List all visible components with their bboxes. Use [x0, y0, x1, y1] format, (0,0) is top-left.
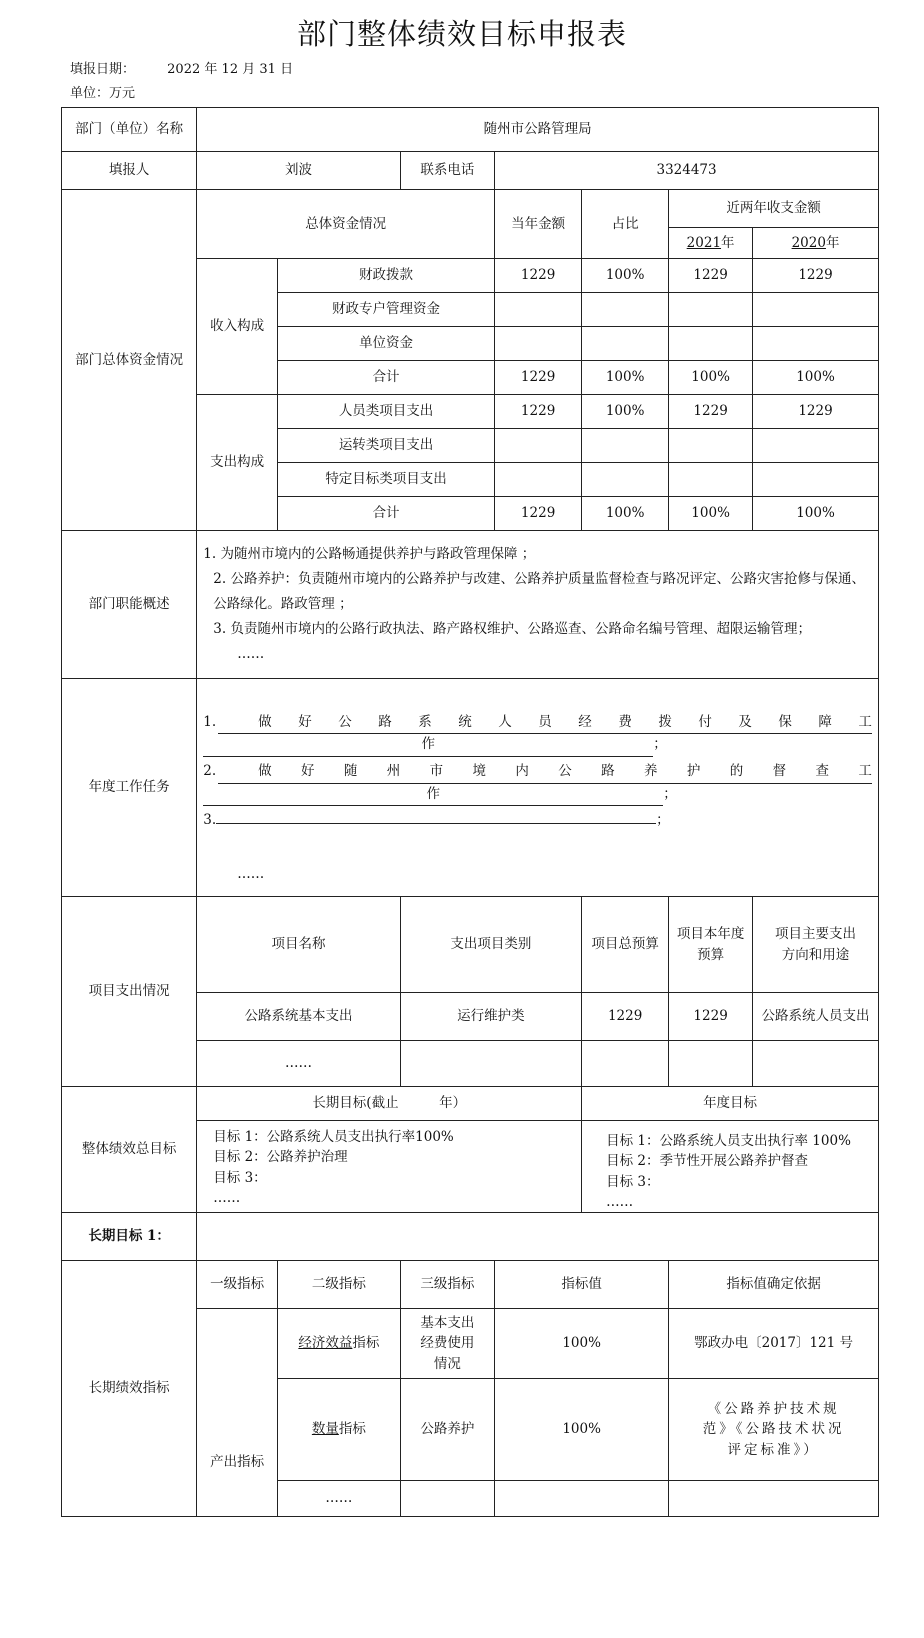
duty-line: 2. 公路养护：负责随州市境内的公路养护与改建、公路养护质量监督检查与路况评定、公路灾害抢修与保通、公路绿化。路政管理 ； [213, 571, 865, 613]
indicator-basis: 鄂政办电〔2017〕121 号 [669, 1309, 879, 1379]
income-name: 合计 [278, 361, 495, 395]
long-goal-value [197, 1213, 879, 1261]
fill-date-day-unit: 日 [280, 62, 294, 77]
expense-y1: 100% [669, 497, 753, 531]
expense-y2 [753, 429, 879, 463]
expense-name: 运转类项目支出 [278, 429, 495, 463]
expense-ratio: 100% [582, 395, 669, 429]
funds-year-b: 2020年 [753, 228, 879, 259]
year-goal-line: 目标 3： [606, 1173, 660, 1190]
indicators-head-l1: 一级指标 [197, 1261, 278, 1309]
indicators-label: 长期绩效指标 [62, 1261, 197, 1517]
income-y1: 1229 [669, 259, 753, 293]
long-goal-line: 目标 3： [213, 1169, 267, 1186]
tasks-content [197, 679, 879, 897]
expense-amount [495, 429, 582, 463]
income-y2: 1229 [753, 259, 879, 293]
fill-date-label: 填报日期： [70, 62, 136, 77]
dept-value: 随州市公路管理局 [197, 108, 879, 152]
expense-name: 合计 [278, 497, 495, 531]
income-ratio: 100% [582, 361, 669, 395]
income-name: 财政拨款 [278, 259, 495, 293]
overall-long-content [197, 1121, 582, 1213]
income-amount [495, 327, 582, 361]
funds-head-ratio: 占比 [582, 190, 669, 259]
income-y1 [669, 293, 753, 327]
expense-ratio: 100% [582, 497, 669, 531]
expense-y1 [669, 429, 753, 463]
indicator-l3 [400, 1481, 494, 1517]
duty-line: 1. 为随州市境内的公路畅通提供养护与路政管理保障 ； [203, 546, 536, 563]
year-goal-line: …… [606, 1193, 634, 1210]
income-amount: 1229 [495, 361, 582, 395]
expense-amount: 1229 [495, 395, 582, 429]
duties-label: 部门职能概述 [62, 531, 197, 679]
projects-head-year: 项目本年度预算 [669, 897, 753, 993]
dept-row [62, 108, 879, 152]
overall-label: 整体绩效总目标 [62, 1087, 197, 1213]
project-year [669, 1041, 753, 1087]
project-total: 1229 [582, 993, 669, 1041]
project-year: 1229 [669, 993, 753, 1041]
projects-head-total: 项目总预算 [582, 897, 669, 993]
expense-name: 特定目标类项目支出 [278, 463, 495, 497]
long-goal-label: 长期目标 1： [62, 1213, 197, 1261]
expense-ratio [582, 463, 669, 497]
indicator-l2: 数量指标 [278, 1379, 401, 1481]
task-text: 做 好 公 路 系 统 人 员 经 费 拨 付 及 保 障 工 [218, 712, 872, 735]
funds-section-label: 部门总体资金情况 [62, 190, 197, 531]
income-y2 [753, 293, 879, 327]
income-amount: 1229 [495, 259, 582, 293]
expense-amount: 1229 [495, 497, 582, 531]
expense-y2 [753, 463, 879, 497]
income-amount [495, 293, 582, 327]
income-y1: 100% [669, 361, 753, 395]
tasks-label: 年度工作任务 [62, 679, 197, 897]
income-y2: 100% [753, 361, 879, 395]
projects-head-use: 项目主要支出方向和用途 [753, 897, 879, 993]
funds-head-general: 总体资金情况 [197, 190, 495, 259]
project-use: 公路系统人员支出 [753, 993, 879, 1041]
filler-value: 刘波 [197, 152, 400, 190]
overall-head-row [62, 1087, 879, 1121]
unit-line: 单位：万元 [70, 86, 136, 101]
project-name: …… [197, 1041, 400, 1087]
income-label: 收入构成 [197, 259, 278, 395]
income-name: 财政专户管理资金 [278, 293, 495, 327]
indicator-l1-output: 产出指标 [197, 1309, 278, 1517]
funds-year-a: 2021年 [669, 228, 753, 259]
funds-head-row [62, 190, 879, 228]
phone-value: 3324473 [495, 152, 879, 190]
projects-head-category: 支出项目类别 [400, 897, 581, 993]
indicators-head-l2: 二级指标 [278, 1261, 401, 1309]
tasks-row [62, 679, 879, 897]
project-use [753, 1041, 879, 1087]
expense-y2: 1229 [753, 395, 879, 429]
indicator-l2: …… [278, 1481, 401, 1517]
project-name: 公路系统基本支出 [197, 993, 400, 1041]
task-continuation: 作 ； [203, 784, 872, 807]
projects-label: 项目支出情况 [62, 897, 197, 1087]
task-ellipsis: …… [237, 865, 265, 882]
year-goal-line: 目标 2：季节性开展公路养护督查 [606, 1153, 809, 1170]
income-ratio [582, 293, 669, 327]
long-goal-line: 目标 1：公路系统人员支出执行率100% [213, 1129, 454, 1145]
project-total [582, 1041, 669, 1087]
indicator-value: 100% [495, 1379, 669, 1481]
expense-y1 [669, 463, 753, 497]
filler-row [62, 152, 879, 190]
duty-ellipsis: …… [237, 645, 265, 662]
indicator-basis: 《公路养护技术规范》《公路技术状况评定标准》） [669, 1379, 879, 1481]
income-ratio [582, 327, 669, 361]
indicator-basis [669, 1481, 879, 1517]
task-item: 2. 做 好 随 州 市 境 内 公 路 养 护 的 督 查 工 [203, 761, 872, 784]
funds-head-recent: 近两年收支金额 [669, 190, 879, 228]
income-y2 [753, 327, 879, 361]
projects-head-name: 项目名称 [197, 897, 400, 993]
fill-date-day: 31 [259, 62, 276, 77]
indicator-value [495, 1481, 669, 1517]
project-category [400, 1041, 581, 1087]
indicator-l3: 公路养护 [400, 1379, 494, 1481]
duties-row [62, 531, 879, 679]
fill-date-year: 2022 [167, 62, 201, 77]
expense-y1: 1229 [669, 395, 753, 429]
performance-form-table [61, 107, 879, 1517]
fill-date-year-unit: 年 [204, 62, 218, 77]
expense-label: 支出构成 [197, 395, 278, 531]
task-item: 1. 做 好 公 路 系 统 人 员 经 费 拨 付 及 保 障 工 [203, 712, 872, 735]
indicator-l3: 基本支出经费使用情况 [400, 1309, 494, 1379]
phone-label: 联系电话 [400, 152, 494, 190]
overall-year-head: 年度目标 [582, 1087, 879, 1121]
long-goal-line: …… [213, 1189, 241, 1206]
expense-amount [495, 463, 582, 497]
indicator-value: 100% [495, 1309, 669, 1379]
indicator-l2: 经济效益指标 [278, 1309, 401, 1379]
income-ratio: 100% [582, 259, 669, 293]
overall-long-head: 长期目标(截止 年） [197, 1087, 582, 1121]
fill-date-month-unit: 月 [242, 62, 256, 77]
funds-head-amount: 当年金额 [495, 190, 582, 259]
projects-head-row [62, 897, 879, 993]
duties-content [197, 531, 879, 679]
income-y1 [669, 327, 753, 361]
indicators-head-row [62, 1261, 879, 1309]
indicators-head-basis: 指标值确定依据 [669, 1261, 879, 1309]
dept-label: 部门（单位）名称 [62, 108, 197, 152]
filler-label: 填报人 [62, 152, 197, 190]
expense-y2: 100% [753, 497, 879, 531]
overall-year-content [582, 1121, 879, 1213]
task-text: 做 好 随 州 市 境 内 公 路 养 护 的 督 查 工 [218, 761, 872, 784]
long-goal-row [62, 1213, 879, 1261]
indicators-head-l3: 三级指标 [400, 1261, 494, 1309]
expense-name: 人员类项目支出 [278, 395, 495, 429]
duty-line: 3. 负责随州市境内的公路行政执法、路产路权维护、公路巡查、公路命名编号管理、超限运输管理； [213, 620, 811, 637]
page-title: 部门整体绩效目标申报表 [296, 17, 627, 51]
task-item: 3. ； [203, 812, 670, 829]
long-goal-line: 目标 2：公路养护治理 [213, 1149, 348, 1166]
indicators-head-value: 指标值 [495, 1261, 669, 1309]
task-continuation: 作 ； [203, 734, 872, 757]
project-category: 运行维护类 [400, 993, 581, 1041]
year-goal-line: 目标 1：公路系统人员支出执行率 100% [606, 1133, 851, 1149]
income-name: 单位资金 [278, 327, 495, 361]
fill-date-line [70, 58, 293, 77]
expense-ratio [582, 429, 669, 463]
fill-date-month: 12 [221, 62, 239, 77]
